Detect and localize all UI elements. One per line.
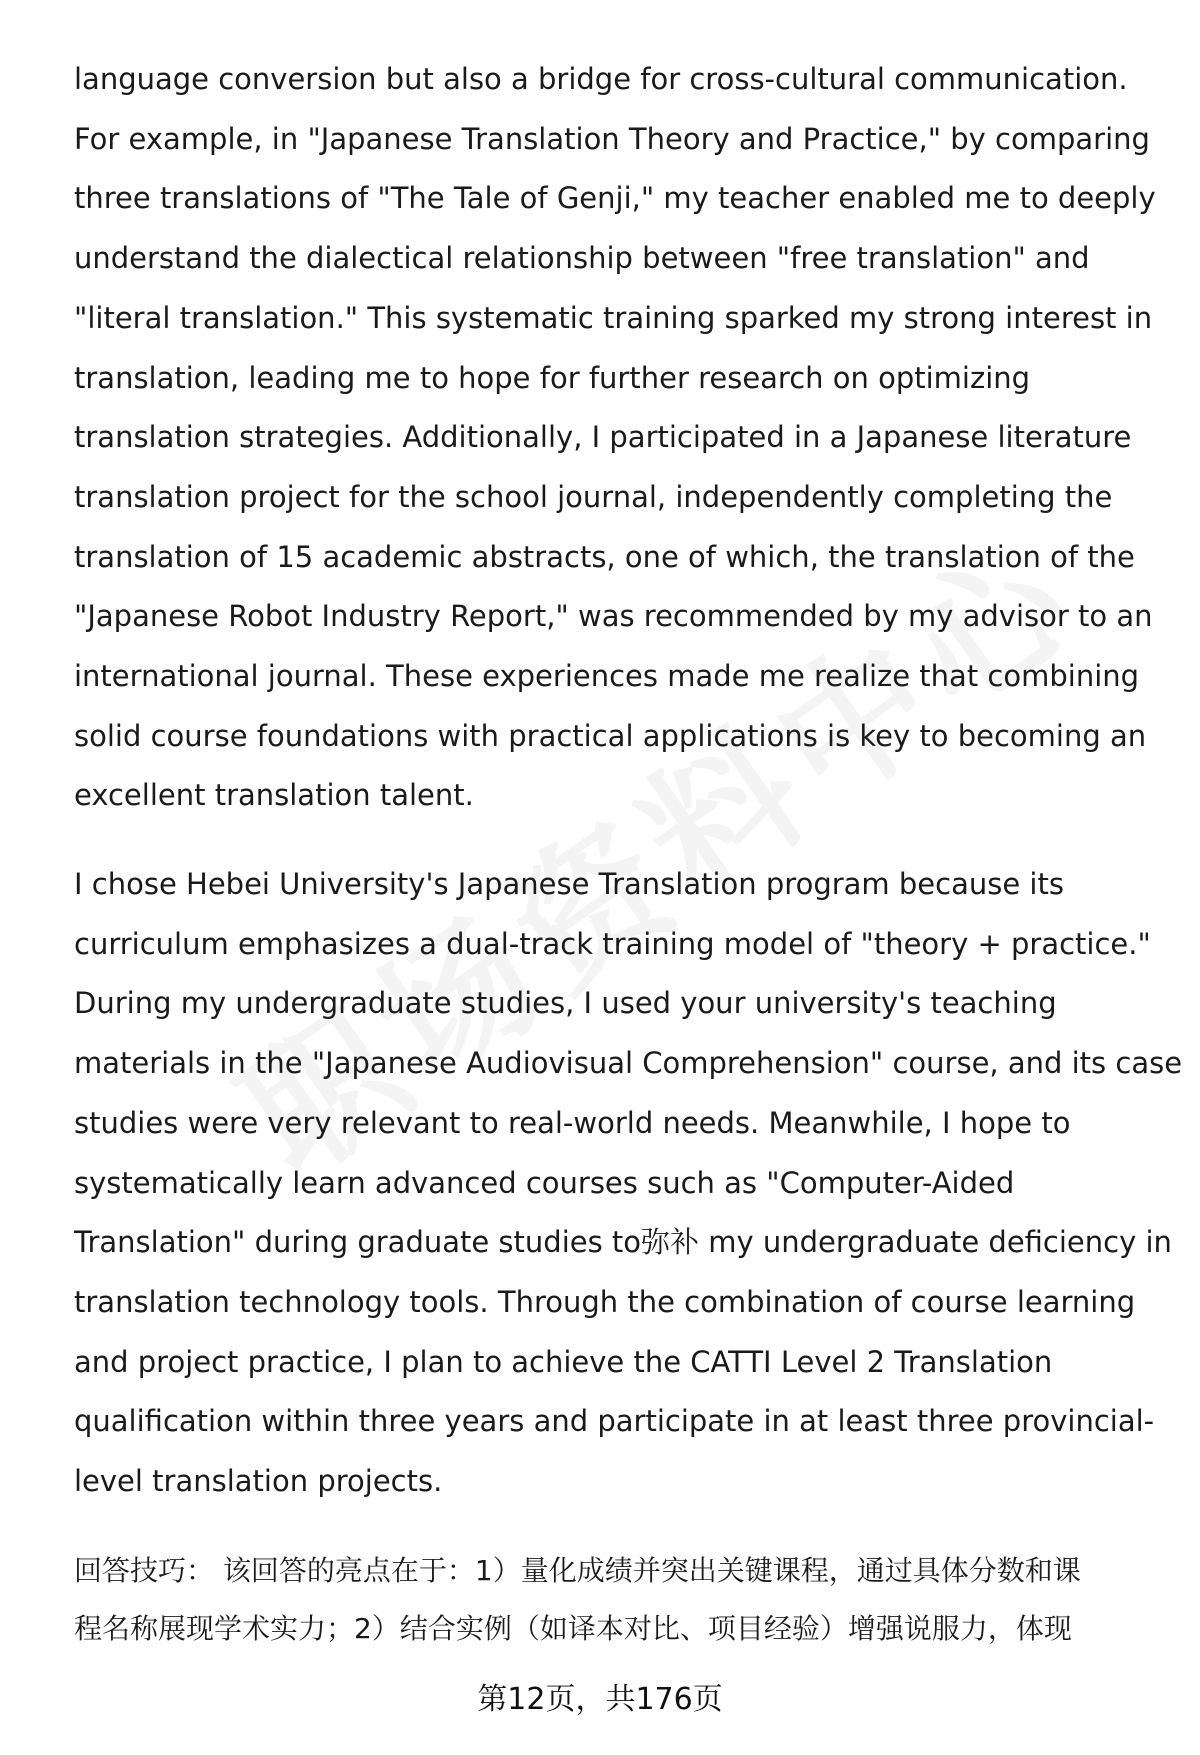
text-line: translation, leading me to hope for further research on optimizing <box>74 360 1031 395</box>
text-line: solid course foundations with practical applications is key to becoming an <box>74 718 1147 753</box>
text-line: 回答技巧： 该回答的亮点在于：1）量化成绩并突出关键课程，通过具体分数和课 <box>74 1554 1081 1587</box>
text-line: 程名称展现学术实力；2）结合实例（如译本对比、项目经验）增强说服力，体现 <box>74 1612 1072 1645</box>
text-line: During my undergraduate studies, I used your university's teaching <box>74 986 1057 1021</box>
text-line: excellent translation talent. <box>74 778 474 813</box>
text-line: translation of 15 academic abstracts, one of which, the translation of the <box>74 539 1135 574</box>
text-line: studies were very relevant to real-world needs. Meanwhile, I hope to <box>74 1105 1071 1140</box>
text-line: Translation" during graduate studies to弥补 my undergraduate deficiency in <box>74 1225 1172 1260</box>
paragraph-2 <box>74 855 1183 1512</box>
text-line: translation technology tools. Through the combination of course learning <box>74 1284 1136 1319</box>
text-line: I chose Hebei University's Japanese Translation program because its <box>74 867 1064 901</box>
text-line: "literal translation." This systematic training sparked my strong interest in <box>74 300 1153 335</box>
text-line: translation strategies. Additionally, I participated in a Japanese literature <box>74 420 1132 455</box>
answer-tips <box>74 1542 1164 1658</box>
text-line: curriculum emphasizes a dual-track training model of "theory + practice." <box>74 926 1151 961</box>
text-line: materials in the "Japanese Audiovisual Comprehension" course, and its case <box>74 1046 1183 1081</box>
text-line: international journal. These experiences made me realize that combining <box>74 659 1140 694</box>
text-line: level translation projects. <box>74 1464 443 1499</box>
text-line: For example, in "Japanese Translation Theory and Practice," by comparing <box>74 121 1150 156</box>
text-line: language conversion but also a bridge for cross-cultural communication. <box>74 62 1128 96</box>
paragraph-1 <box>74 50 1164 826</box>
text-line: translation project for the school journal, independently completing the <box>74 479 1113 514</box>
text-line: "Japanese Robot Industry Report," was recommended by my advisor to an <box>74 599 1153 634</box>
text-line: and project practice, I plan to achieve the CATTI Level 2 Translation <box>74 1344 1053 1379</box>
text-line: qualification within three years and participate in at least three provincial- <box>74 1404 1155 1439</box>
page-number: 第12页，共176页 <box>477 1682 723 1717</box>
text-line: understand the dialectical relationship between "free translation" and <box>74 241 1090 276</box>
text-line: systematically learn advanced courses such as "Computer-Aided <box>74 1165 1015 1200</box>
text-line: three translations of "The Tale of Genji," my teacher enabled me to deeply <box>74 181 1156 216</box>
